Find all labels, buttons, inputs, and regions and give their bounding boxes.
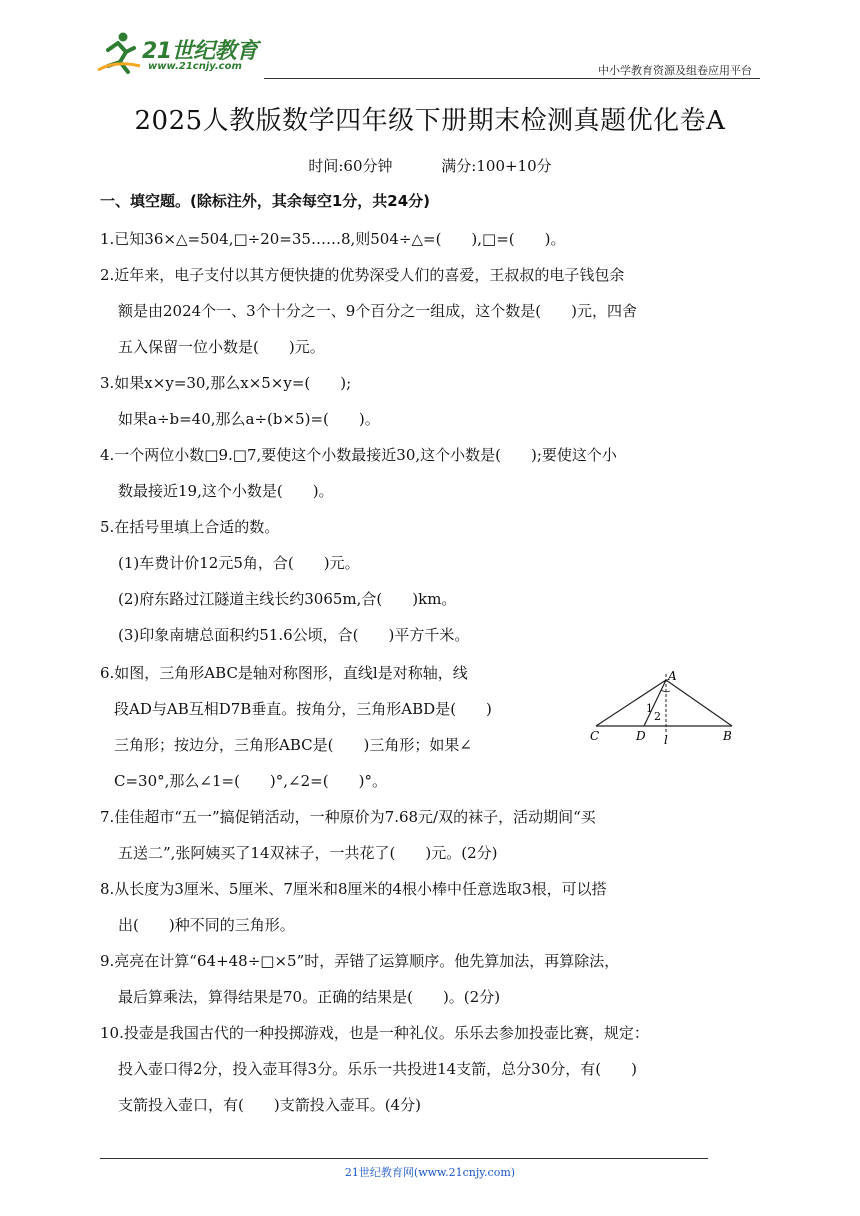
footer-divider [100,1158,708,1159]
question-6-line-4: C=30°,那么∠1=( )°,∠2=( )°。 [114,772,387,790]
question-7-line-1: 7.佳佳超市“五一”搞促销活动，一种原价为7.68元/双的袜子，活动期间“买 [100,808,596,826]
site-logo [96,30,266,78]
runner-icon [96,30,142,76]
question-2-line-2: 额是由2024个一、3个十分之一、9个百分之一组成，这个数是( )元，四舍 [118,302,637,320]
label-A: A [668,669,677,683]
question-4-line-2: 数最接近19,这个小数是( )。 [118,482,334,500]
question-5-part-2: (2)府东路过江隧道主线长约3065m,合( )km。 [118,590,457,608]
question-5: 5.在括号里填上合适的数。 [100,518,280,536]
question-6-line-2: 段AD与AB互相D7B垂直。按角分，三角形ABD是( ) [114,700,492,718]
angle-1-label: 1 [646,702,653,715]
label-l: l [664,733,668,747]
triangle-figure [586,664,746,748]
label-C: C [590,729,600,743]
question-8-line-2: 出( )种不同的三角形。 [118,916,295,934]
question-6-line-1: 6.如图，三角形ABC是轴对称图形，直线l是对称轴，线 [100,664,468,682]
header-divider [264,78,760,79]
question-8-line-1: 8.从长度为3厘米、5厘米、7厘米和8厘米的4根小棒中任意选取3根，可以搭 [100,880,607,898]
question-10-line-2: 投入壶口得2分，投入壶耳得3分。乐乐一共投进14支箭，总分30分，有( ) [118,1060,637,1078]
platform-name: 中小学教育资源及组卷应用平台 [598,64,752,77]
question-2-line-3: 五入保留一位小数是( )元。 [118,338,325,356]
question-5-part-1: (1)车费计价12元5角，合( )元。 [118,554,360,572]
question-5-part-3: (3)印象南塘总面积约51.6公顷，合( )平方千米。 [118,626,470,644]
logo-text: 21世纪教育 [142,39,258,64]
question-1: 1.已知36×△=504,□÷20=35……8,则504÷△=( ),□=( )。 [100,230,566,248]
question-3-line-2: 如果a÷b=40,那么a÷(b×5)=( )。 [118,410,380,428]
exam-meta [0,155,860,176]
question-10-line-1: 10.投壶是我国古代的一种投掷游戏，也是一种礼仪。乐乐去参加投壶比赛，规定： [100,1024,649,1042]
label-D: D [636,729,646,743]
question-6-line-3: 三角形；按边分，三角形ABC是( )三角形；如果∠ [114,736,472,754]
question-4-line-1: 4.一个两位小数□9.□7,要使这个小数最接近30,这个小数是( );要使这个小 [100,446,617,464]
question-9-line-1: 9.亮亮在计算“64+48÷□×5”时，弄错了运算顺序。他先算加法，再算除法， [100,952,620,970]
page-header [96,30,760,80]
question-9-line-2: 最后算乘法，算得结果是70。正确的结果是( )。(2分) [118,988,501,1006]
angle-2-label: 2 [654,710,661,723]
question-10-line-3: 支箭投入壶口，有( )支箭投入壶耳。(4分) [118,1096,421,1114]
question-7-line-2: 五送二”,张阿姨买了14双袜子，一共花了( )元。(2分) [118,844,498,862]
page-title: 2025人教版数学四年级下册期末检测真题优化卷A [134,106,726,136]
section-heading: 一、填空题。(除标注外，其余每空1分，共24分) [100,192,431,210]
question-2-line-1: 2.近年来，电子支付以其方便快捷的优势深受人们的喜爱，王叔叔的电子钱包余 [100,266,625,284]
label-B: B [723,729,732,743]
question-3-line-1: 3.如果x×y=30,那么x×5×y=( ); [100,374,352,392]
exam-time: 时间:60分钟 [308,157,393,175]
footer-link[interactable]: 21世纪教育网(www.21cnjy.com) [344,1166,516,1179]
exam-score: 满分:100+10分 [441,157,552,175]
logo-url: www.21cnjy.com [148,61,242,72]
